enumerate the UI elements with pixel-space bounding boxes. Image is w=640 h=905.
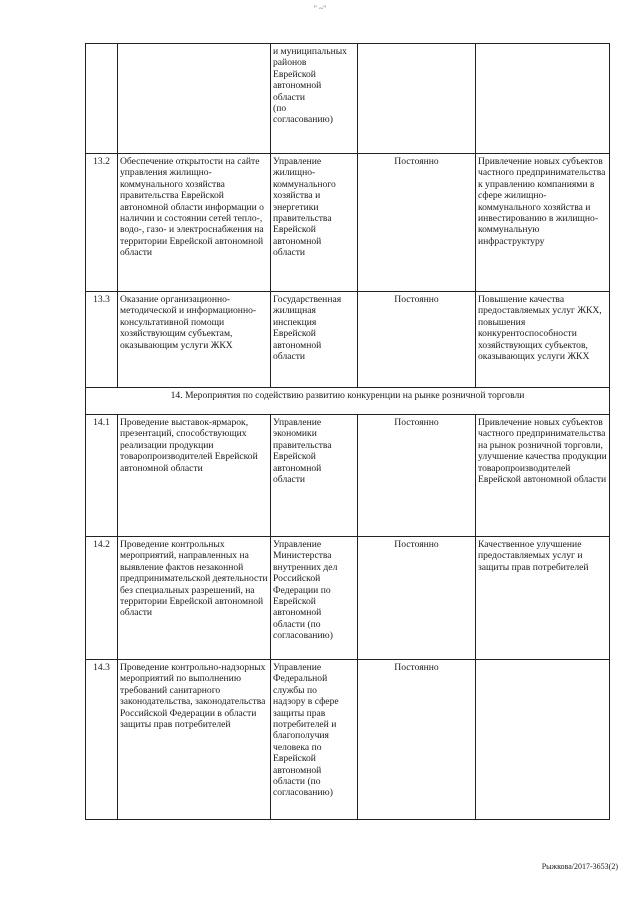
row-term (358, 44, 476, 154)
row-responsible: Управление экономики правительства Еврейской автономной области (271, 415, 358, 537)
row-term: Постоянно (358, 292, 476, 388)
row-result: Качественное улучшение предоставляемых услуг и защиты прав потребителей (476, 537, 610, 660)
row-number: 13.3 (86, 292, 118, 388)
top-mark: " ~" (313, 4, 327, 13)
row-term: Постоянно (358, 537, 476, 660)
row-result (476, 44, 610, 154)
row-number: 13.2 (86, 154, 118, 292)
row-action: Оказание организационно-методической и информационно-консультативной помощи хозяйствующим субъектам, оказывающим услуги ЖКХ (118, 292, 271, 388)
row-number: 14.2 (86, 537, 118, 660)
row-term: Постоянно (358, 154, 476, 292)
table-row (86, 292, 610, 388)
measures-table (85, 43, 610, 820)
table-row (86, 154, 610, 292)
row-responsible: Управление Министерства внутренних дел Российской Федерации по Еврейской автономной области (по согласованию) (271, 537, 358, 660)
table-row (86, 537, 610, 660)
table-row (86, 415, 610, 537)
row-number: 14.3 (86, 660, 118, 820)
row-number (86, 44, 118, 154)
row-responsible: Государственная жилищная инспекция Еврейской автономной области (271, 292, 358, 388)
row-responsible: Управление жилищно- коммунального хозяйства и энергетики правительства Еврейской автономной области (271, 154, 358, 292)
row-result (476, 660, 610, 820)
row-action: Проведение выставок-ярмарок, презентаций, способствующих реализации продукции товаропроизводителей Еврейской автономной области (118, 415, 271, 537)
row-result: Привлечение новых субъектов частного предпринимательства на рынок розничной торговли, улучшение качества продукции товаропроизводителей Еврейской автономной области (476, 415, 610, 537)
row-responsible: Управление Федеральной службы по надзору в сфере защиты прав потребителей и благополучия человека по Еврейской автономной области (по согласованию) (271, 660, 358, 820)
row-term: Постоянно (358, 660, 476, 820)
row-result: Привлечение новых субъектов частного предпринимательства к управлению компаниями в сфере жилищно-коммунального хозяйства и инвестированию в жилищно-коммунальную инфраструктуру (476, 154, 610, 292)
row-action (118, 44, 271, 154)
row-action: Проведение контрольно-надзорных мероприятий по выполнению требований санитарного законодательства, законодательства Российской Федерации в области защиты прав потребителей (118, 660, 271, 820)
row-responsible: и муниципальных районов Еврейской автономной области (по согласованию) (271, 44, 358, 154)
section-heading-row (86, 388, 610, 415)
document-footer-code: Рыжкова/2017-3653(2) (541, 862, 618, 871)
row-result: Повышение качества предоставляемых услуг ЖКХ, повышения конкурентоспособности хозяйствующих субъектов, оказывающих услуги ЖКХ (476, 292, 610, 388)
row-term: Постоянно (358, 415, 476, 537)
row-action: Обеспечение открытости на сайте управления жилищно-коммунального хозяйства правительства Еврейской автономной области информации о наличии и состоянии сетей тепло-, водо-, газо- и электроснабжения на территории Еврейской автономной области (118, 154, 271, 292)
row-number: 14.1 (86, 415, 118, 537)
section-heading: 14. Мероприятия по содействию развитию конкуренции на рынке розничной торговли (86, 388, 610, 415)
table-row (86, 44, 610, 154)
row-action: Проведение контрольных мероприятий, направленных на выявление фактов незаконной предпринимательской деятельности без специальных разрешений, на территории Еврейской автономной области (118, 537, 271, 660)
table-row (86, 660, 610, 820)
